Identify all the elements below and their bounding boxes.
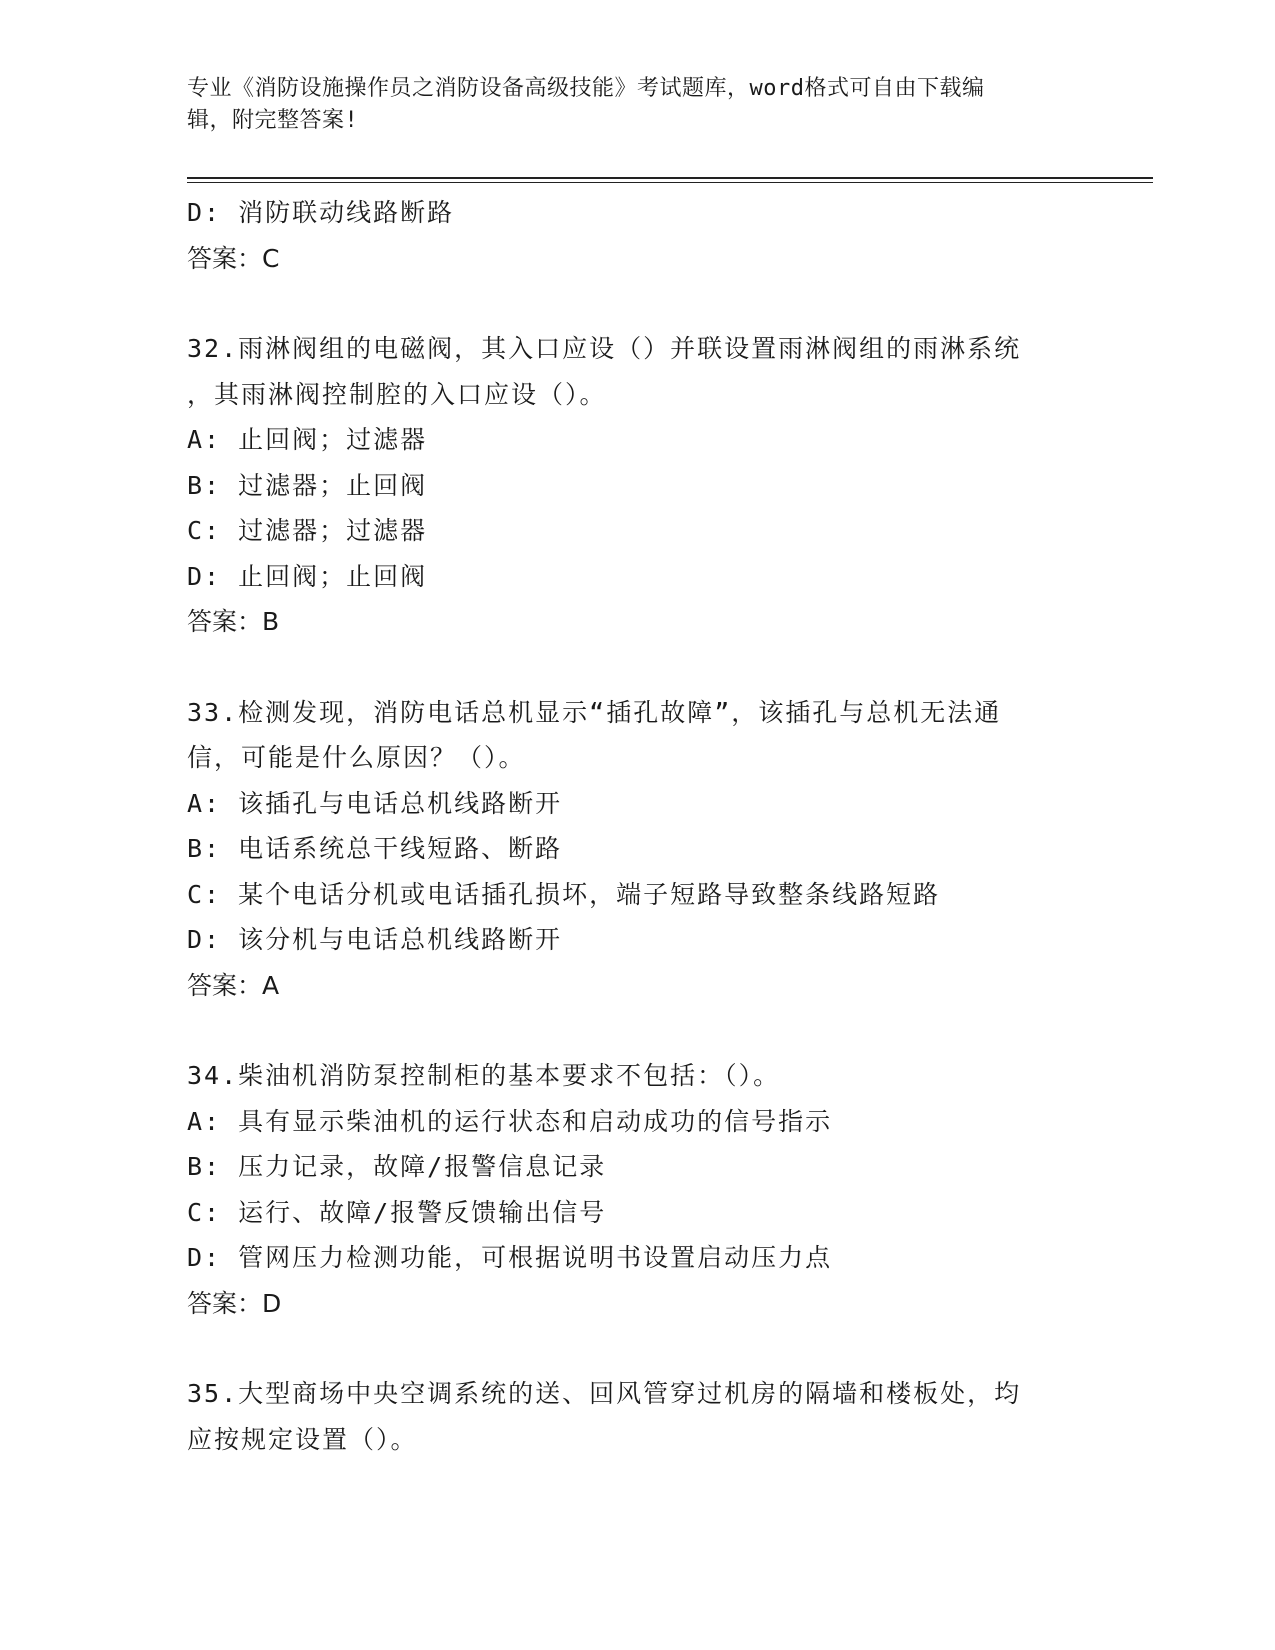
- spacer: [187, 281, 1087, 326]
- option-d: D: 止回阀；止回阀: [187, 561, 428, 591]
- option-b: B: 电话系统总干线短路、断路: [187, 834, 563, 863]
- header-line-2: 辑，附完整答案!: [187, 108, 359, 133]
- spacer: [187, 1008, 1087, 1053]
- option-a: A: 止回阀；过滤器: [187, 425, 428, 454]
- option-d: D: 消防联动线路断路: [187, 198, 455, 227]
- question-stem-line: 34.柴油机消防泵控制柜的基本要求不包括：（）。: [187, 1061, 781, 1090]
- header-rule-thick: [187, 177, 1153, 179]
- question-stem-line: 应按规定设置（）。: [187, 1424, 418, 1454]
- option-c: C: 运行、故障/报警反馈输出信号: [187, 1197, 607, 1227]
- page-header: [187, 73, 1067, 137]
- question-31-fragment: [187, 190, 1087, 281]
- question-35: [187, 1371, 1087, 1462]
- answer-line: 答案：D: [187, 1288, 282, 1318]
- option-d: D: 该分机与电话总机线路断开: [187, 925, 563, 954]
- question-stem-line: 32.雨淋阀组的电磁阀，其入口应设（）并联设置雨淋阀组的雨淋系统: [187, 334, 1022, 363]
- answer-line: 答案：A: [187, 970, 280, 1000]
- question-32: [187, 326, 1087, 645]
- answer-line: 答案：B: [187, 607, 280, 636]
- question-stem-line: 信，可能是什么原因？（）。: [187, 743, 526, 772]
- option-a: A: 具有显示柴油机的运行状态和启动成功的信号指示: [187, 1106, 833, 1136]
- question-stem-line: 33.检测发现，消防电话总机显示“插孔故障”，该插孔与总机无法通: [187, 697, 1002, 727]
- option-c: C: 过滤器；过滤器: [187, 516, 428, 545]
- option-a: A: 该插孔与电话总机线路断开: [187, 788, 563, 818]
- spacer: [187, 645, 1087, 690]
- question-34: [187, 1053, 1087, 1326]
- header-rule-thin: [187, 182, 1153, 183]
- option-b: B: 压力记录，故障/报警信息记录: [187, 1152, 607, 1181]
- question-content: [187, 190, 1087, 1462]
- option-d: D: 管网压力检测功能，可根据说明书设置启动压力点: [187, 1243, 833, 1272]
- question-stem-line: ，其雨淋阀控制腔的入口应设（）。: [187, 379, 607, 409]
- header-line-1: 专业《消防设施操作员之消防设备高级技能》考试题库，word格式可自由下载编: [187, 76, 985, 101]
- option-c: C: 某个电话分机或电话插孔损坏，端子短路导致整条线路短路: [187, 879, 941, 909]
- option-b: B: 过滤器；止回阀: [187, 470, 428, 500]
- question-stem-line: 35.大型商场中央空调系统的送、回风管穿过机房的隔墙和楼板处，均: [187, 1379, 1022, 1408]
- spacer: [187, 1326, 1087, 1371]
- question-33: [187, 690, 1087, 1009]
- answer-line: 答案：C: [187, 243, 280, 273]
